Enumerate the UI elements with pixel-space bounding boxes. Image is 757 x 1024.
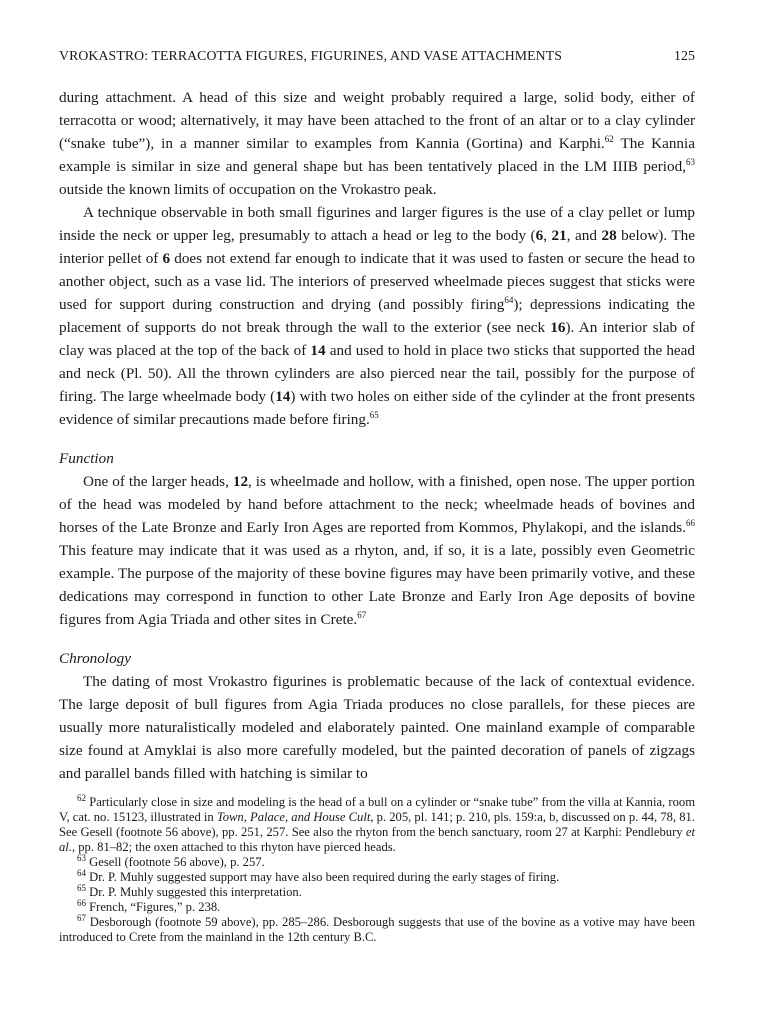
- paragraph-chronology: [59, 670, 695, 785]
- text-run: outside the known limits of occupation on the Vrokastro peak.: [59, 181, 437, 198]
- title-italic: Town, Palace, and House Cult,: [216, 810, 374, 824]
- section-heading-chronology: Chronology: [59, 650, 131, 667]
- text-italic: et al.: [59, 825, 695, 854]
- page-number: 125: [674, 48, 695, 63]
- footnote-ref-62: 62: [604, 133, 614, 144]
- text-run: One of the larger heads,: [83, 473, 233, 490]
- paragraph-1: [59, 86, 695, 201]
- footnote-66: [59, 897, 695, 915]
- catalog-ref: 6: [162, 250, 171, 267]
- text-run: Particularly close in size and modeling is the head of a bull on a cylinder or “snake tube” from the villa at Kannia, room V, cat. no. 15123, illustrated in: [59, 795, 695, 824]
- catalog-ref: 14: [310, 342, 326, 359]
- text-run: A technique observable in both small figurines and larger figures is the use of a clay pellet or lump inside the neck or upper leg, presumably to attach a head or leg to the body (: [59, 204, 695, 244]
- footnote-number: 64: [77, 867, 86, 878]
- text-run: Desborough (footnote 59 above), pp. 285–286. Desborough suggests that use of the bovine as a votive may have been introduced to Crete from the mainland in the 12th century: [59, 915, 695, 944]
- footnotes: [59, 792, 695, 945]
- footnote-number: 67: [77, 912, 86, 923]
- text-run: Dr. P. Muhly suggested this interpretation.: [86, 885, 302, 899]
- text-run: French, “Figures,” p. 238.: [86, 900, 221, 914]
- text-run: ) with two holes on either side of the cylinder at the front presents evidence of similar precautions made before firing.: [59, 388, 695, 428]
- footnote-number: 66: [77, 897, 86, 908]
- paragraph-function: [59, 470, 695, 631]
- footnote-67: [59, 912, 695, 945]
- footnote-65: [59, 882, 695, 900]
- text-run: below). The interior pellet of: [59, 227, 695, 267]
- footnote-ref-63: 63: [686, 156, 695, 167]
- text-run: , is wheelmade and hollow, with a finished, open nose. The upper portion of the head was modeled by hand before attachment to the neck; wheelmade heads of bovines and horses of the Late Bronze and Early Iron Ages are reported from Kommos, Phylakopi, and the islands.: [59, 473, 695, 536]
- catalog-ref: 14: [275, 388, 291, 405]
- footnote-ref-64: 64: [504, 294, 514, 305]
- text-run: and used to hold in place two sticks that supported the head and neck (Pl. 50). All the thrown cylinders are also pierced near the tail, possibly for the purpose of firing. The large wheelmade body (: [59, 342, 695, 405]
- text-run: ). An interior slab of clay was placed at the top of the back of: [59, 319, 695, 359]
- footnote-ref-67: 67: [357, 609, 367, 620]
- footnote-number: 65: [77, 882, 86, 893]
- footnote-64: [59, 867, 695, 885]
- text-run: p. 205, pl. 141; p. 210, pls. 159:a, b, discussed on p. 44, 78, 81. See Gesell (footnote 56 above), pp. 251, 257. See also the rhyton from the bench sanctuary, room 27 at Karphi: Pendlebury: [59, 810, 695, 839]
- main-text: [59, 86, 695, 785]
- catalog-ref: 21: [551, 227, 567, 244]
- running-header: [59, 48, 695, 64]
- text-run: ); depressions indicating the placement of supports do not break through the wall to the exterior (see neck: [59, 296, 695, 336]
- text-run: The dating of most Vrokastro figurines is problematic because of the lack of contextual evidence. The large deposit of bull figures from Agia Triada produces no close parallels, for these pieces are usually more naturalistically modeled and elaborately painted. One mainland example of comparable size found at Amyklai is also more carefully modeled, but the painted decoration of panels of zigzags and parallel bands filled with hatching is similar to: [59, 673, 695, 782]
- text-run: , pp. 81–82; the oxen attached to this rhyton have pierced heads.: [71, 840, 396, 854]
- footnote-63: [59, 852, 695, 870]
- catalog-ref: 16: [550, 319, 566, 336]
- text-run: during attachment. A head of this size and weight probably required a large, solid body, either of terracotta or wood; alternatively, it may have been attached to the front of an altar or to a clay cylinder (“snake tube”), in a manner similar to examples from Kannia (Gortina) and Karphi.: [59, 89, 695, 152]
- text-run: Dr. P. Muhly suggested support may have also been required during the early stages of firing.: [86, 870, 560, 884]
- catalog-ref: 28: [601, 227, 617, 244]
- text-run: , and: [566, 227, 602, 244]
- footnote-62: [59, 792, 695, 855]
- text-run: ,: [543, 227, 552, 244]
- paragraph-2: [59, 201, 695, 431]
- era-abbreviation: B.C.: [353, 930, 377, 944]
- footnote-number: 62: [77, 792, 86, 803]
- catalog-ref: 6: [535, 227, 544, 244]
- text-run: Gesell (footnote 56 above), p. 257.: [86, 855, 265, 869]
- footnote-ref-65: 65: [369, 409, 379, 420]
- text-run: This feature may indicate that it was used as a rhyton, and, if so, it is a late, possibly even Geometric example. The purpose of the majority of these bovine figures may have been primarily votive, and these dedications may correspond in function to other Late Bronze and Early Iron Age deposits of bovine figures from Agia Triada and other sites in Crete.: [59, 542, 695, 628]
- catalog-ref: 12: [232, 473, 249, 490]
- footnote-ref-66: 66: [686, 517, 695, 528]
- text-run: The Kannia example is similar in size and general shape but has been tentatively placed in the LM IIIB period,: [59, 135, 695, 175]
- running-title: VROKASTRO: TERRACOTTA FIGURES, FIGURINES, AND VASE ATTACHMENTS: [59, 48, 563, 63]
- text-run: does not extend far enough to indicate that it was used to fasten or secure the head to another object, such as a vase lid. The interiors of preserved wheelmade pieces suggest that sticks were used for support during construction and drying (and possibly firing: [59, 250, 695, 313]
- section-heading-function: Function: [59, 450, 114, 467]
- footnote-number: 63: [77, 852, 86, 863]
